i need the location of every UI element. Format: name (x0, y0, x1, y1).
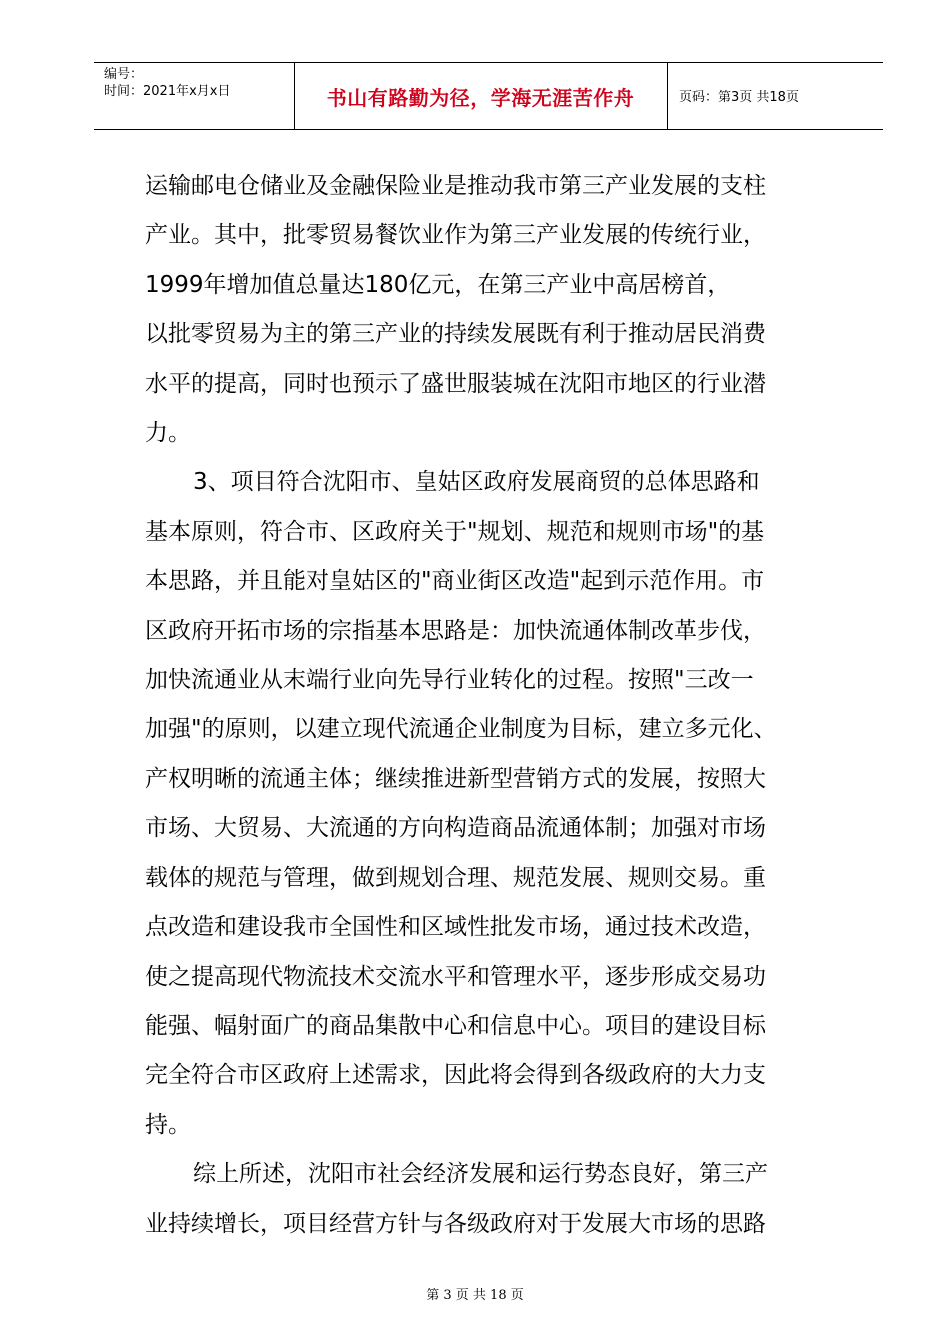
paragraph-item-3: 3、项目符合沈阳市、皇姑区政府发展商贸的总体思路和 基本原则，符合市、区政府关于"规划、规范和规则市场"的基 本思路，并且能对皇姑区的"商业街区改造"起到示范作用。市 区政府开拓市场的宗指基本思路是：加快流通体制改革步伐， 加快流通业从末端行业向先导行业转化的过程。按照"三改一 加强"的原则，以建立现代流通企业制度为目标，建立多元化、 产权明晰的流通主体；继续推进新型营销方式的发展，按照大 市场、大贸易、大流通的方向构造商品流通体制；加强对市场 载体的规范与管理，做到规划合理、规范发展、规则交易。重 点改造和建设我市全国性和区域性批发市场，通过技术改造， 使之提高现代物流技术交流水平和管理水平，逐步形成交易功 能强、幅射面广的商品集散中心和信息中心。项目的建设目标 完全符合市区政府上述需求，因此将会得到各级政府的大力支 持。 (145, 469, 777, 1138)
document-body (145, 162, 845, 1249)
paragraph-continued: 运输邮电仓储业及金融保险业是推动我市第三产业发展的支柱 产业。其中，批零贸易餐饮业作为第三产业发展的传统行业， 1999年增加值总量达180亿元，在第三产业中高居榜首， 以批零贸易为主的第三产业的持续发展既有利于推动居民消费 水平的提高，同时也预示了盛世服装城在沈阳市地区的行业潜 力。 (145, 173, 766, 447)
header-page-info: 页码：第3页 共18页 (679, 90, 799, 105)
page-footer (0, 1287, 950, 1305)
header-number-label: 编号： (104, 67, 144, 82)
page-header (94, 62, 883, 130)
header-date-label: 时间：2021年x月x日 (104, 84, 231, 99)
header-meta (104, 66, 230, 100)
header-divider (667, 63, 668, 129)
paragraph-summary: 综上所述，沈阳市社会经济发展和运行势态良好，第三产 业持续增长，项目经营方针与各级政府对于发展大市场的思路 (145, 1161, 768, 1237)
header-motto: 书山有路勤为径，学海无涯苦作舟 (326, 86, 635, 110)
footer-page-label: 第 3 页 共 18 页 (426, 1288, 524, 1303)
